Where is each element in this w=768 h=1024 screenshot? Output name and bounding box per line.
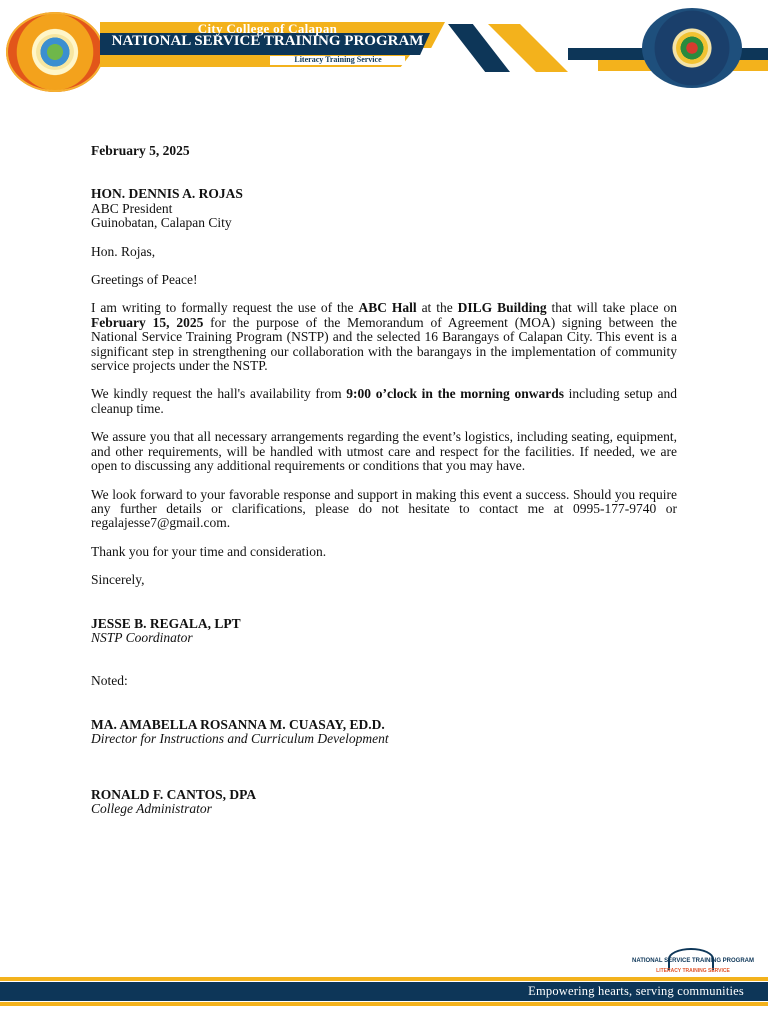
- footer-logo-line2: LITERACY TRAINING SERVICE: [656, 968, 730, 974]
- paragraph-contact: We look forward to your favorable response and support in making this event a success. Should you require any further details or clarifications, please do not hesitate to contact me at 0995-177-9740 or regalajesse7@gmail.com.: [91, 486, 677, 531]
- nstp-footer-logo-icon: [628, 948, 758, 978]
- nstp-seal-icon: [642, 8, 742, 88]
- recipient-address: Guinobatan, Calapan City: [91, 215, 232, 231]
- footer-gold-rule-lower: [0, 1002, 768, 1006]
- footer-gold-rule: [0, 977, 768, 981]
- event-time: 9:00 o’clock in the morning onwards: [346, 386, 564, 402]
- event-date: February 15, 2025: [91, 314, 204, 330]
- footer-logo-line1: NATIONAL SERVICE TRAINING PROGRAM: [631, 958, 754, 964]
- letter-date: February 5, 2025: [91, 143, 190, 158]
- program-name: NATIONAL SERVICE TRAINING PROGRAM: [111, 33, 424, 49]
- component-name: Literacy Training Service: [294, 55, 382, 64]
- college-name: City College of Calapan: [197, 21, 338, 36]
- paragraph-request: I am writing to formally request the use of the ABC Hall at the DILG Building that will take place on February 15, 2025 for the purpose of the Memorandum of Agreement (MOA) signing between the National Service Training Program (NSTP) and the selected 16 Barangays of Calapan City. This event is a significant step in strengthening our collaboration with the barangays in the implementation of community service projects under the NSTP.: [91, 300, 677, 374]
- noted-by-title-1: Director for Instructions and Curriculum Development: [91, 731, 389, 747]
- letterhead: [0, 0, 768, 100]
- noted-label: Noted:: [91, 673, 128, 689]
- venue-name: ABC Hall: [358, 300, 417, 316]
- college-seal-icon: [6, 12, 104, 92]
- paragraph-time: We kindly request the hall's availability from 9:00 o’clock in the morning onwards including setup and cleanup time.: [91, 386, 677, 416]
- building-name: DILG Building: [457, 300, 547, 316]
- noted-by-name-2: RONALD F. CANTOS, DPA: [91, 786, 257, 802]
- recipient-title: ABC President: [91, 200, 173, 216]
- paragraph-assurance: We assure you that all necessary arrangements regarding the event’s logistics, including seating, equipment, and other requirements, will be handled with utmost care and respect for the facilities. If needed, we are open to discussing any additional requirements or conditions that you may have.: [91, 429, 677, 474]
- noted-by-title-2: College Administrator: [91, 800, 212, 816]
- letter-body: [91, 144, 677, 816]
- salutation: Hon. Rojas,: [91, 243, 156, 259]
- signatory-name: JESSE B. REGALA, LPT: [91, 615, 241, 631]
- closing: Sincerely,: [91, 572, 145, 588]
- greeting: Greetings of Peace!: [91, 272, 198, 288]
- recipient-name: HON. DENNIS A. ROJAS: [91, 186, 243, 202]
- paragraph-thanks: Thank you for your time and consideration.: [91, 543, 327, 559]
- footer-tagline: Empowering hearts, serving communities: [528, 984, 744, 998]
- signatory-title: NSTP Coordinator: [91, 629, 193, 645]
- noted-by-name-1: MA. AMABELLA ROSANNA M. CUASAY, ED.D.: [91, 716, 385, 732]
